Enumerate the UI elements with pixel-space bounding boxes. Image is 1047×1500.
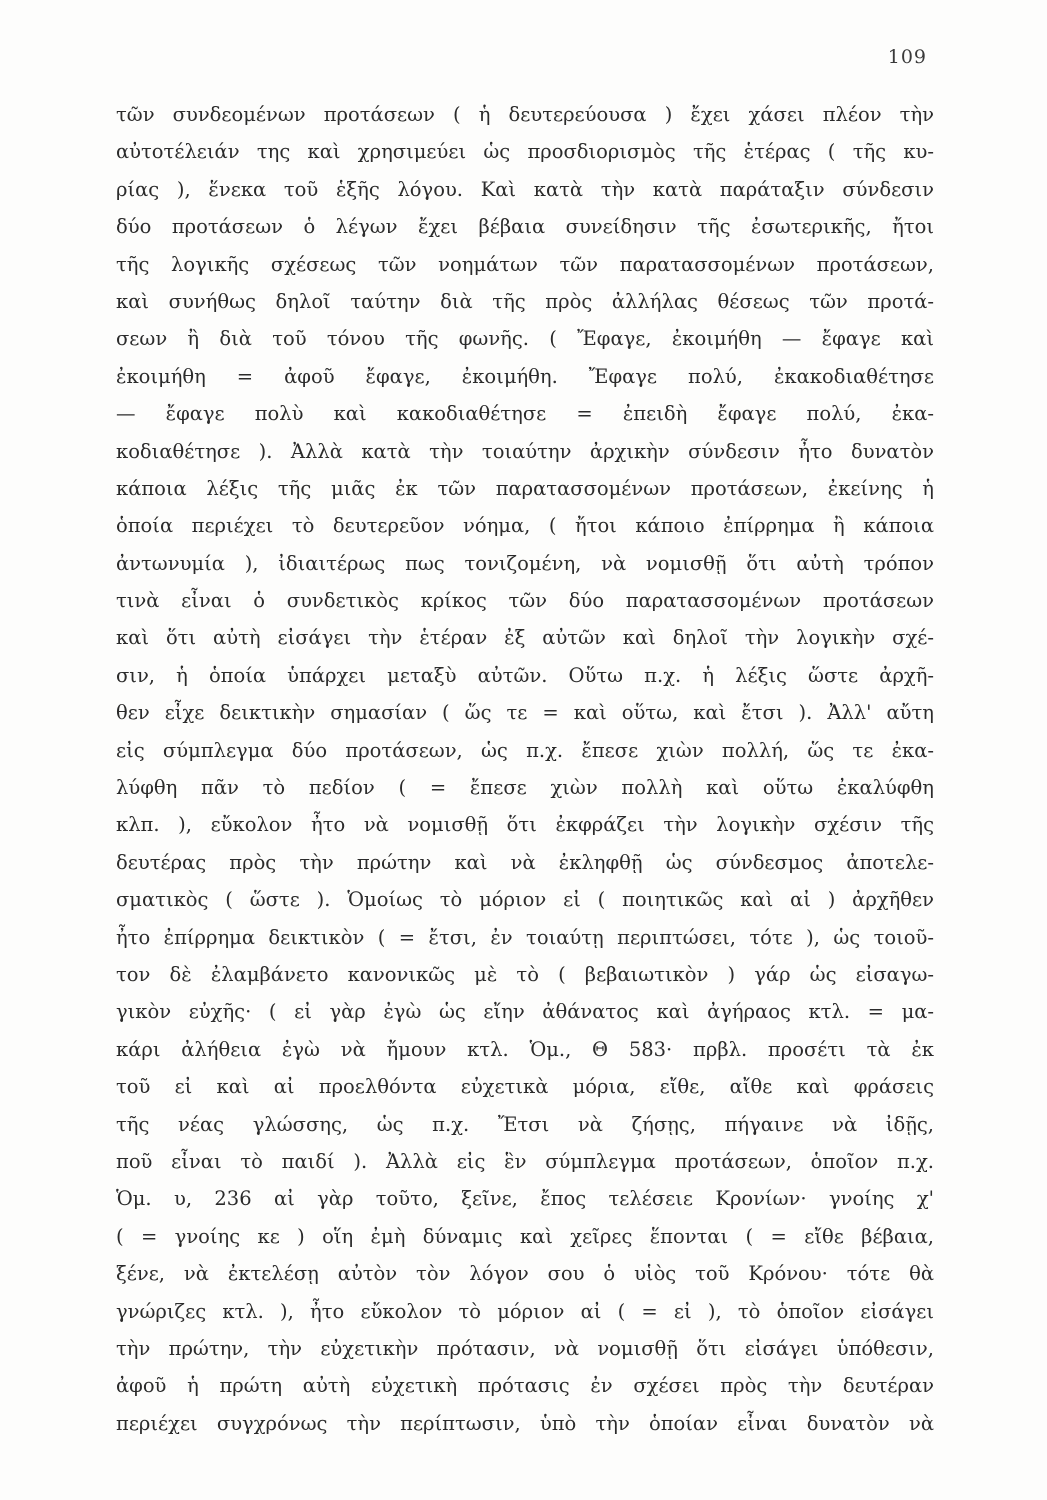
text-line: ἐκοιμήθη = ἀφοῦ ἔφαγε, ἐκοιμήθη. Ἔφαγε πολύ, ἐκακοδιαθέτησε bbox=[116, 364, 934, 388]
text-line: αὐτοτέλειάν της καὶ χρησιμεύει ὡς προσδιορισμὸς τῆς ἑτέρας ( τῆς κυ- bbox=[116, 140, 934, 164]
text-line: ξένε, νὰ ἐκτελέσῃ αὐτὸν τὸν λόγον σου ὁ υἱὸς τοῦ Κρόνου· τότε θὰ bbox=[116, 1262, 934, 1286]
page-number: 109 bbox=[887, 46, 927, 68]
text-line: ἀντωνυμία ), ἰδιαιτέρως πως τονιζομένη, νὰ νομισθῇ ὅτι αὐτὴ τρόπον bbox=[116, 551, 934, 575]
text-line: τοῦ εἰ καὶ αἰ προελθόντα εὐχετικὰ μόρια, εἴθε, αἴθε καὶ φράσεις bbox=[116, 1075, 934, 1099]
text-line: τον δὲ ἐλαμβάνετο κανονικῶς μὲ τὸ ( βεβαιωτικὸν ) γάρ ὡς εἰσαγω- bbox=[116, 962, 934, 986]
text-line: κάποια λέξις τῆς μιᾶς ἐκ τῶν παρατασσομένων προτάσεων, ἐκείνης ἡ bbox=[116, 476, 934, 500]
text-line: — ἔφαγε πολὺ καὶ κακοδιαθέτησε = ἐπειδὴ ἔφαγε πολύ, ἐκα- bbox=[116, 402, 934, 426]
text-line: τῶν συνδεομένων προτάσεων ( ἡ δευτερεύουσα ) ἔχει χάσει πλέον τὴν bbox=[116, 103, 934, 126]
text-line: καὶ ὅτι αὐτὴ εἰσάγει τὴν ἑτέραν ἐξ αὐτῶν καὶ δηλοῖ τὴν λογικὴν σχέ- bbox=[116, 626, 934, 650]
text-line: τῆς νέας γλώσσης, ὡς π.χ. Ἔτσι νὰ ζήσῃς, πήγαινε νὰ ἰδῇς, bbox=[116, 1112, 934, 1136]
text-line: κάρι ἀλήθεια ἐγὼ νὰ ἤμουν κτλ. Ὁμ., Θ 583· πρβλ. προσέτι τὰ ἐκ bbox=[116, 1037, 934, 1061]
text-line: σματικὸς ( ὥστε ). Ὁμοίως τὸ μόριον εἰ ( ποιητικῶς καὶ αἰ ) ἀρχῆθεν bbox=[116, 888, 934, 912]
body-text bbox=[116, 96, 934, 1442]
text-line: κλπ. ), εὔκολον ἦτο νὰ νομισθῇ ὅτι ἐκφράζει τὴν λογικὴν σχέσιν τῆς bbox=[116, 813, 934, 837]
text-line: Ὁμ. υ, 236 αἰ γὰρ τοῦτο, ξεῖνε, ἔπος τελέσειε Κρονίων· γνοίης χ' bbox=[116, 1187, 934, 1211]
text-line: ὁποία περιέχει τὸ δευτερεῦον νόημα, ( ἤτοι κάποιο ἐπίρρημα ἢ κάποια bbox=[116, 514, 934, 538]
text-line: ποῦ εἶναι τὸ παιδί ). Ἀλλὰ εἰς ἓν σύμπλεγμα προτάσεων, ὁποῖον π.χ. bbox=[116, 1149, 934, 1173]
text-line: κοδιαθέτησε ). Ἀλλὰ κατὰ τὴν τοιαύτην ἀρχικὴν σύνδεσιν ἦτο δυνατὸν bbox=[116, 439, 934, 463]
text-line: δύο προτάσεων ὁ λέγων ἔχει βέβαια συνείδησιν τῆς ἐσωτερικῆς, ἤτοι bbox=[116, 215, 934, 239]
text-line: γνώριζες κτλ. ), ἦτο εὔκολον τὸ μόριον αἰ ( = εἰ ), τὸ ὁποῖον εἰσάγει bbox=[116, 1299, 934, 1323]
text-line: εἰς σύμπλεγμα δύο προτάσεων, ὡς π.χ. ἔπεσε χιὼν πολλή, ὥς τε ἐκα- bbox=[116, 738, 934, 762]
text-line: περιέχει συγχρόνως τὴν περίπτωσιν, ὑπὸ τὴν ὁποίαν εἶναι δυνατὸν νὰ bbox=[116, 1411, 934, 1435]
text-line: ( = γνοίης κε ) οἵη ἐμὴ δύναμις καὶ χεῖρες ἕπονται ( = εἴθε βέβαια, bbox=[116, 1224, 934, 1248]
text-line: ἀφοῦ ἡ πρώτη αὐτὴ εὐχετικὴ πρότασις ἐν σχέσει πρὸς τὴν δευτέραν bbox=[116, 1374, 934, 1398]
text-line: λύφθη πᾶν τὸ πεδίον ( = ἔπεσε χιὼν πολλὴ καὶ οὕτω ἐκαλύφθη bbox=[116, 776, 934, 800]
text-line: γικὸν εὐχῆς· ( εἰ γὰρ ἐγὼ ὡς εἴην ἀθάνατος καὶ ἀγήραος κτλ. = μα- bbox=[116, 1000, 934, 1024]
text-line: σιν, ἡ ὁποία ὑπάρχει μεταξὺ αὐτῶν. Οὕτω π.χ. ἡ λέξις ὥστε ἀρχῆ- bbox=[116, 663, 934, 687]
text-line: θεν εἶχε δεικτικὴν σημασίαν ( ὥς τε = καὶ οὕτω, καὶ ἔτσι ). Ἀλλ' αὔτη bbox=[116, 701, 934, 725]
text-line: τινὰ εἶναι ὁ συνδετικὸς κρίκος τῶν δύο παρατασσομένων προτάσεων bbox=[116, 589, 934, 613]
text-line: ἦτο ἐπίρρημα δεικτικὸν ( = ἔτσι, ἐν τοιαύτῃ περιπτώσει, τότε ), ὡς τοιοῦ- bbox=[116, 925, 934, 949]
text-line: δευτέρας πρὸς τὴν πρώτην καὶ νὰ ἐκληφθῇ ὡς σύνδεσμος ἀποτελε- bbox=[116, 850, 934, 874]
text-line: σεων ἢ διὰ τοῦ τόνου τῆς φωνῆς. ( Ἔφαγε, ἐκοιμήθη — ἔφαγε καὶ bbox=[116, 327, 934, 351]
text-line: τὴν πρώτην, τὴν εὐχετικὴν πρότασιν, νὰ νομισθῇ ὅτι εἰσάγει ὑπόθεσιν, bbox=[116, 1336, 934, 1360]
text-line: τῆς λογικῆς σχέσεως τῶν νοημάτων τῶν παρατασσομένων προτάσεων, bbox=[116, 252, 934, 276]
text-line: καὶ συνήθως δηλοῖ ταύτην διὰ τῆς πρὸς ἀλλήλας θέσεως τῶν προτά- bbox=[116, 289, 934, 313]
text-line: ρίας ), ἕνεκα τοῦ ἑξῆς λόγου. Καὶ κατὰ τὴν κατὰ παράταξιν σύνδεσιν bbox=[116, 177, 934, 201]
